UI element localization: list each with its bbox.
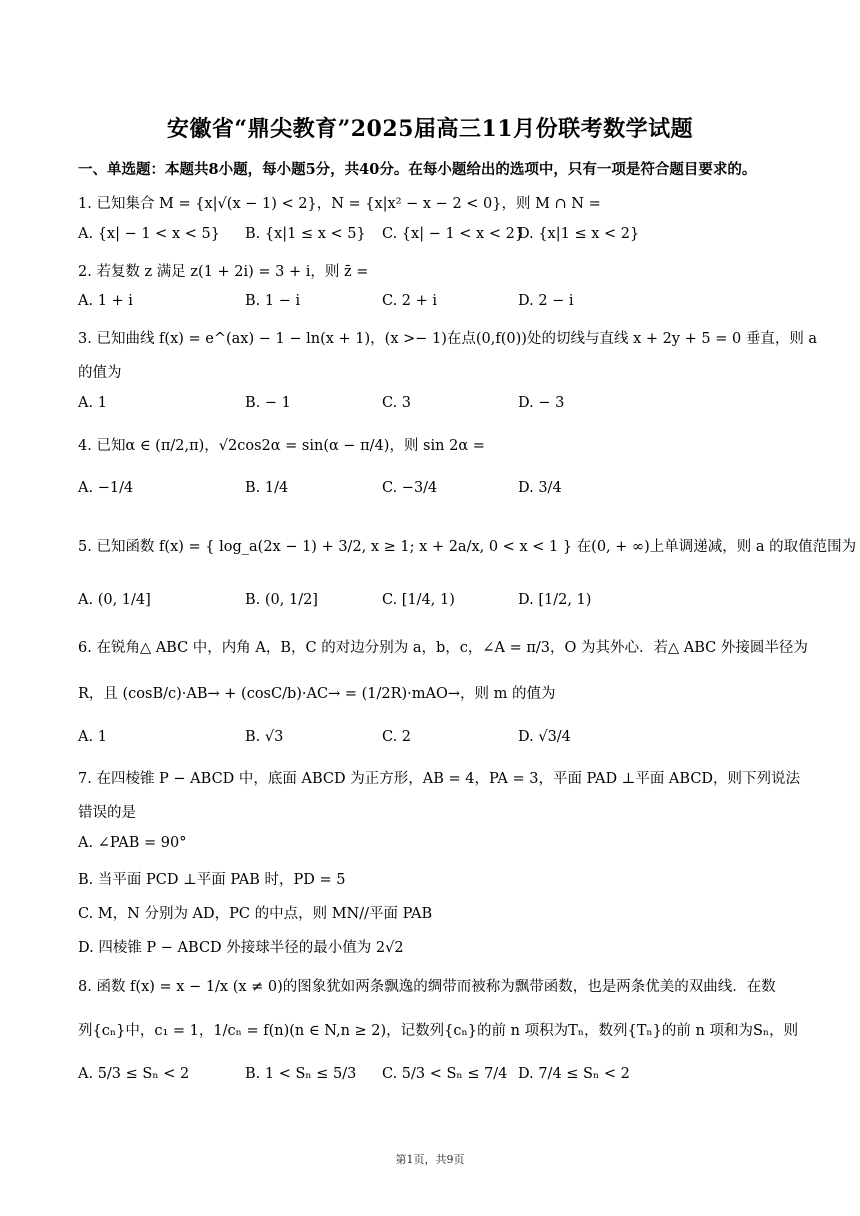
question-3-option-a: A. 1	[78, 395, 107, 411]
question-4-stem: 4. 已知α ∈ (π/2,π)，√2cos2α = sin(α − π/4)，则 sin 2α =	[78, 438, 485, 454]
question-3-option-b: B. − 1	[245, 395, 291, 411]
question-3-option-c: C. 3	[382, 395, 412, 411]
question-5-option-b: B. (0, 1/2]	[245, 592, 318, 608]
question-3-stem-line1: 3. 已知曲线 f(x) = e^(ax) − 1 − ln(x + 1)，(x >− 1)在点(0,f(0))处的切线与直线 x + 2y + 5 = 0 垂直，则 a	[78, 331, 818, 347]
question-8-option-a: A. 5/3 ≤ Sₙ < 2	[78, 1066, 190, 1082]
question-8-stem-line1: 8. 函数 f(x) = x − 1/x (x ≠ 0)的图象犹如两条飘逸的绸带而被称为飘带函数，也是两条优美的双曲线．在数	[78, 979, 776, 995]
question-1-option-b: B. {x|1 ≤ x < 5}	[245, 226, 366, 242]
question-8-stem-line2: 列{cₙ}中，c₁ = 1，1/cₙ = f(n)(n ∈ N,n ≥ 2)，记数列{cₙ}的前 n 项积为Tₙ，数列{Tₙ}的前 n 项和为Sₙ，则	[78, 1023, 799, 1039]
question-6-option-c: C. 2	[382, 729, 412, 745]
question-6-option-b: B. √3	[245, 729, 284, 745]
question-4-option-b: B. 1/4	[245, 480, 289, 496]
question-4-option-c: C. −3/4	[382, 480, 438, 496]
question-6-option-a: A. 1	[78, 729, 107, 745]
section-heading: 一、单选题：本题共8小题，每小题5分，共40分。在每小题给出的选项中，只有一项是符合题目要求的。	[78, 161, 757, 178]
page-footer: 第1页，共9页	[395, 1153, 465, 1166]
question-4-option-d: D. 3/4	[518, 480, 562, 496]
question-2-option-a: A. 1 + i	[78, 293, 133, 309]
question-1-option-d: D. {x|1 ≤ x < 2}	[518, 226, 640, 242]
question-3-option-d: D. − 3	[518, 395, 565, 411]
question-7-option-b: B. 当平面 PCD ⊥平面 PAB 时，PD = 5	[78, 872, 346, 888]
question-7-stem-line2: 错误的是	[78, 805, 136, 821]
question-8-option-d: D. 7/4 ≤ Sₙ < 2	[518, 1066, 630, 1082]
question-2-option-d: D. 2 − i	[518, 293, 574, 309]
question-2-stem: 2. 若复数 z 满足 z(1 + 2i) = 3 + i，则 z̄ =	[78, 264, 369, 280]
question-6-stem-line2: R，且 (cosB/c)·AB→ + (cosC/b)·AC→ = (1/2R)·mAO→，则 m 的值为	[78, 686, 556, 702]
question-5-option-a: A. (0, 1/4]	[78, 592, 151, 608]
question-1-stem: 1. 已知集合 M = {x|√(x − 1) < 2}，N = {x|x² − x − 2 < 0}，则 M ∩ N =	[78, 196, 601, 212]
question-5-option-c: C. [1/4, 1)	[382, 592, 455, 608]
question-8-option-b: B. 1 < Sₙ ≤ 5/3	[245, 1066, 357, 1082]
page-title: 安徽省“鼎尖教育”2025届高三11月份联考数学试题	[166, 116, 694, 142]
question-2-option-b: B. 1 − i	[245, 293, 301, 309]
question-5-option-d: D. [1/2, 1)	[518, 592, 592, 608]
question-1-option-a: A. {x| − 1 < x < 5}	[78, 226, 220, 242]
question-3-stem-line2: 的值为	[78, 365, 122, 381]
question-6-stem-line1: 6. 在锐角△ ABC 中，内角 A，B，C 的对边分别为 a，b，c，∠A = π/3，O 为其外心．若△ ABC 外接圆半径为	[78, 640, 808, 656]
question-7-option-d: D. 四棱锥 P − ABCD 外接球半径的最小值为 2√2	[78, 940, 404, 956]
question-2-option-c: C. 2 + i	[382, 293, 438, 309]
question-7-option-a: A. ∠PAB = 90°	[78, 835, 187, 851]
question-6-option-d: D. √3/4	[518, 729, 571, 745]
question-7-stem-line1: 7. 在四棱锥 P − ABCD 中，底面 ABCD 为正方形，AB = 4，PA = 3，平面 PAD ⊥平面 ABCD，则下列说法	[78, 771, 801, 787]
question-4-option-a: A. −1/4	[78, 480, 134, 496]
question-1-option-c: C. {x| − 1 < x < 2}	[382, 226, 525, 242]
question-5-stem: 5. 已知函数 f(x) = { log_a(2x − 1) + 3/2, x ≥ 1; x + 2a/x, 0 < x < 1 } 在(0, + ∞)上单调递减，则 a 的取值范围为	[78, 539, 857, 555]
question-8-option-c: C. 5/3 < Sₙ ≤ 7/4	[382, 1066, 508, 1082]
question-7-option-c: C. M，N 分别为 AD，PC 的中点，则 MN//平面 PAB	[78, 906, 433, 922]
